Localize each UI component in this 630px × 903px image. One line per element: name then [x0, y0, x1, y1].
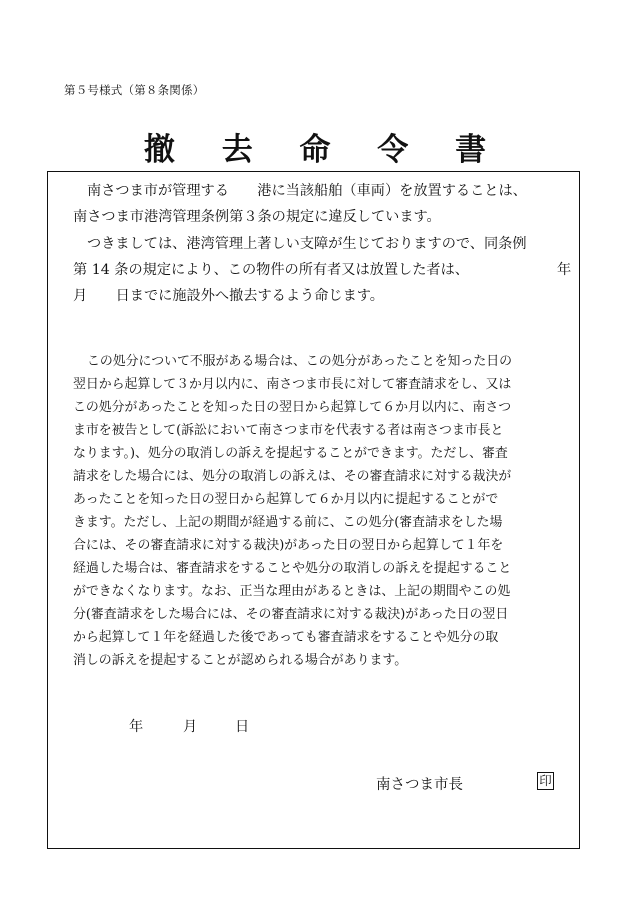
- seal-mark: 印: [537, 772, 554, 790]
- appeal-notice-line: 請求をした場合には、処分の取消しの訴えは、その審査請求に対する裁決が: [73, 469, 512, 484]
- appeal-notice-line: きます。ただし、上記の期間が経過する前に、この処分(審査請求をした場: [73, 515, 503, 530]
- order-line-5: 月 日までに施設外へ撤去するよう命じます。: [73, 288, 384, 304]
- appeal-notice-line: なります。)、処分の取消しの訴えを提起することができます。ただし、審査: [73, 446, 508, 461]
- appeal-notice-line: ま市を被告として(訴訟において南さつま市を代表する者は南さつま市長と: [73, 423, 504, 438]
- appeal-notice-line: あったことを知った日の翌日から起算して６か月以内に提起することがで: [73, 492, 499, 507]
- mayor-title: 南さつま市長: [376, 777, 463, 793]
- appeal-notice-line: から起算して１年を経過した後であっても審査請求をすることや処分の取: [73, 630, 499, 645]
- date-year-label: 年: [129, 719, 144, 735]
- order-deadline-year: 年: [557, 262, 572, 278]
- appeal-notice-line: 翌日から起算して３か月以内に、南さつま市長に対して審査請求をし、又は: [73, 377, 512, 392]
- order-line-2: 南さつま市港湾管理条例第３条の規定に違反しています。: [73, 209, 441, 225]
- appeal-notice-line: 合には、その審査請求に対する裁決)があった日の翌日から起算して１年を: [73, 538, 504, 553]
- order-line-3: つきましては、港湾管理上著しい支障が生じておりますので、同条例: [87, 236, 527, 252]
- date-month-label: 月: [183, 719, 198, 735]
- appeal-notice-line: 消しの訴えを提起することが認められる場合があります。: [73, 653, 408, 668]
- appeal-notice-line: ができなくなります。なお、正当な理由があるときは、上記の期間やこの処: [73, 584, 511, 599]
- order-line-1: 南さつま市が管理する 港に当該船舶（車両）を放置することは、: [87, 183, 527, 199]
- order-line-4: 第 14 条の規定により、この物件の所有者又は放置した者は、: [73, 262, 469, 278]
- appeal-notice-line: 経過した場合は、審査請求をすることや処分の取消しの訴えを提起すること: [73, 561, 512, 576]
- appeal-notice-line: この処分があったことを知った日の翌日から起算して６か月以内に、南さつ: [73, 400, 512, 415]
- appeal-notice-line: この処分について不服がある場合は、この処分があったことを知った日の: [87, 354, 513, 369]
- form-number: 第５号様式（第８条関係）: [64, 83, 205, 97]
- date-day-label: 日: [235, 719, 250, 735]
- appeal-notice-line: 分(審査請求をした場合には、その審査請求に対する裁決)があった日の翌日: [73, 607, 509, 622]
- document-title: 撤 去 命 令 書: [143, 132, 505, 168]
